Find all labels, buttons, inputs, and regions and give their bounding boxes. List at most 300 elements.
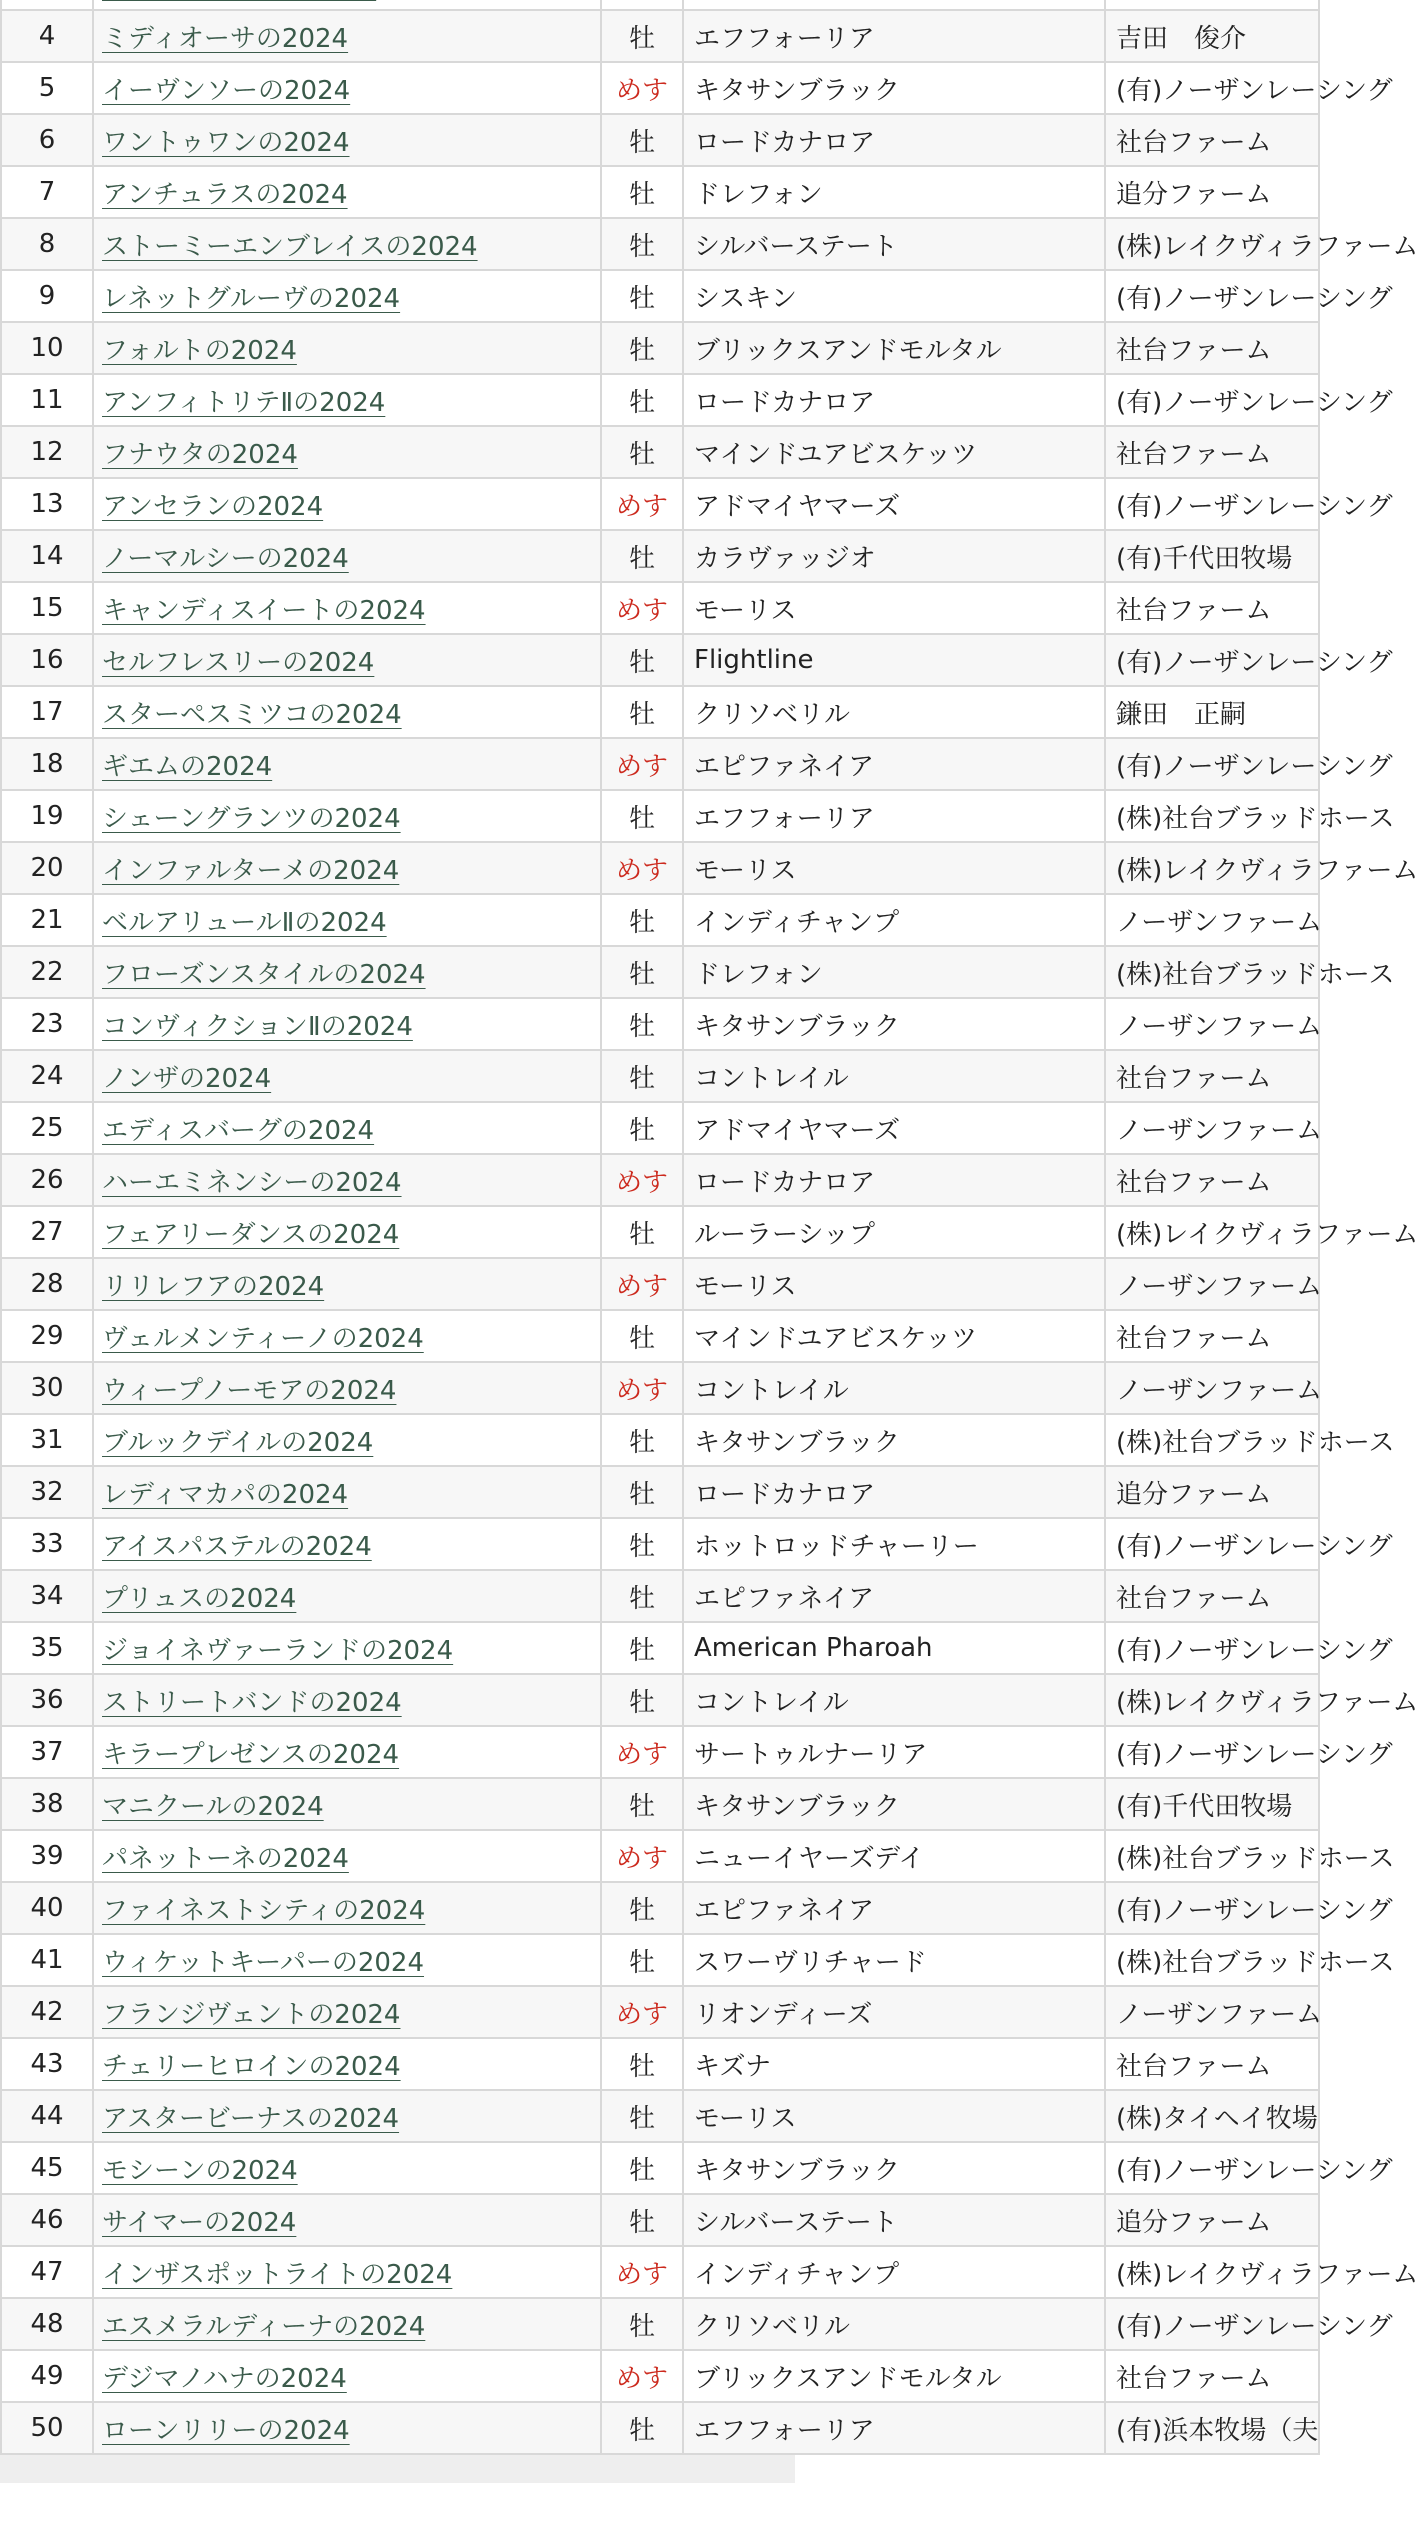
horse-name-cell <box>93 374 601 426</box>
row-number: 20 <box>1 842 93 894</box>
row-number: 32 <box>1 1466 93 1518</box>
sex-cell: めす <box>601 1726 683 1778</box>
horse-name-cell <box>93 634 601 686</box>
row-number: 26 <box>1 1154 93 1206</box>
row-number: 47 <box>1 2246 93 2298</box>
breeder-cell: (株)レイクヴィラファーム <box>1105 1674 1319 1726</box>
table-row <box>1 2038 1319 2090</box>
table-row <box>1 894 1319 946</box>
sex-cell: めす <box>601 1154 683 1206</box>
horse-name-link[interactable]: レディマカパの2024 <box>102 1479 349 1510</box>
row-number: 15 <box>1 582 93 634</box>
sex-cell: 牡 <box>601 1466 683 1518</box>
sex-cell: 牡 <box>601 1622 683 1674</box>
sex-cell: 牡 <box>601 1518 683 1570</box>
table-row <box>1 1414 1319 1466</box>
breeder-cell: (有)ノーザンレーシング <box>1105 1622 1319 1674</box>
horse-name-cell <box>93 1414 601 1466</box>
breeder-cell: (有)ノーザンレーシング <box>1105 374 1319 426</box>
horse-name-link[interactable]: ハーエミネンシーの2024 <box>102 1167 402 1198</box>
horse-name-cell <box>93 2090 601 2142</box>
sire-cell: ロードカナロア <box>683 114 1105 166</box>
sex-cell: めす <box>601 1362 683 1414</box>
horse-name-link[interactable]: フローズンスタイルの2024 <box>102 959 426 990</box>
horse-name-link[interactable]: ノーマルシーの2024 <box>102 543 349 574</box>
horse-name-cell <box>93 10 601 62</box>
table-row <box>1 2298 1319 2350</box>
horse-name-link[interactable]: イーヴンソーの2024 <box>102 75 351 106</box>
table-row <box>1 1778 1319 1830</box>
breeder-cell: 社台ファーム <box>1105 114 1319 166</box>
breeder-cell: ノーザンファーム <box>1105 1258 1319 1310</box>
sex-cell: 牡 <box>601 1102 683 1154</box>
horse-name-link[interactable]: アスタービーナスの2024 <box>102 2103 400 2134</box>
table-row <box>1 322 1319 374</box>
horse-name-cell <box>93 738 601 790</box>
table-row <box>1 1726 1319 1778</box>
horse-name-cell <box>93 2142 601 2194</box>
breeder-cell <box>1105 0 1319 10</box>
horse-name-link[interactable]: ブルックデイルの2024 <box>102 1427 374 1458</box>
row-number: 24 <box>1 1050 93 1102</box>
table-row <box>1 1466 1319 1518</box>
horse-name-cell <box>93 1466 601 1518</box>
breeder-cell: 社台ファーム <box>1105 1154 1319 1206</box>
sex-cell <box>601 0 683 10</box>
horse-name-cell <box>93 1986 601 2038</box>
sex-cell: めす <box>601 2350 683 2402</box>
sex-cell: 牡 <box>601 1674 683 1726</box>
horse-name-link[interactable]: ローンリリーの2024 <box>102 2415 350 2446</box>
horizontal-scrollbar[interactable] <box>0 2455 795 2483</box>
table-row <box>1 530 1319 582</box>
breeder-cell: (株)社台ブラッドホース <box>1105 946 1319 998</box>
table-row <box>1 2246 1319 2298</box>
horse-name-cell <box>93 842 601 894</box>
breeder-cell: (有)ノーザンレーシング <box>1105 270 1319 322</box>
breeder-cell: ノーザンファーム <box>1105 1102 1319 1154</box>
breeder-cell: 社台ファーム <box>1105 1050 1319 1102</box>
sire-cell: インディチャンプ <box>683 894 1105 946</box>
horse-name-link[interactable]: ミディオーサの2024 <box>102 23 349 54</box>
horse-name-cell <box>93 1570 601 1622</box>
breeder-cell: 社台ファーム <box>1105 2350 1319 2402</box>
horse-name-cell <box>93 2402 601 2454</box>
horse-name-cell <box>93 1518 601 1570</box>
sire-cell: エフフォーリア <box>683 2402 1105 2454</box>
row-number <box>1 0 93 10</box>
sex-cell: 牡 <box>601 374 683 426</box>
sex-cell: めす <box>601 1258 683 1310</box>
breeder-cell: (有)千代田牧場 <box>1105 530 1319 582</box>
breeder-cell: (株)レイクヴィラファーム <box>1105 842 1319 894</box>
sire-cell: インディチャンプ <box>683 2246 1105 2298</box>
row-number: 34 <box>1 1570 93 1622</box>
table-row <box>1 634 1319 686</box>
sire-cell: コントレイル <box>683 1050 1105 1102</box>
sire-cell: ロードカナロア <box>683 1466 1105 1518</box>
table-row <box>1 738 1319 790</box>
row-number: 38 <box>1 1778 93 1830</box>
horse-name-link[interactable]: プリュスの2024 <box>102 1583 297 1614</box>
row-number: 7 <box>1 166 93 218</box>
sex-cell: 牡 <box>601 2142 683 2194</box>
table-row <box>1 10 1319 62</box>
horse-name-link[interactable]: ノンザの2024 <box>102 1063 272 1094</box>
horse-name-cell <box>93 426 601 478</box>
horse-name-link[interactable]: アイスパステルの2024 <box>102 1531 372 1562</box>
horse-name-cell <box>93 0 601 10</box>
sire-cell: Flightline <box>683 634 1105 686</box>
horse-name-link[interactable]: エディスバーグの2024 <box>102 1115 375 1146</box>
horse-name-cell <box>93 1362 601 1414</box>
breeder-cell: (株)社台ブラッドホース <box>1105 1830 1319 1882</box>
breeder-cell: ノーザンファーム <box>1105 1362 1319 1414</box>
table-row <box>1 2090 1319 2142</box>
row-number: 39 <box>1 1830 93 1882</box>
horse-name-cell <box>93 1830 601 1882</box>
sex-cell: 牡 <box>601 166 683 218</box>
horse-name-link[interactable]: リリレフアの2024 <box>102 1271 325 1302</box>
horse-name-link[interactable]: スターペスミツコの2024 <box>102 699 402 730</box>
breeder-cell: (有)ノーザンレーシング <box>1105 1726 1319 1778</box>
horse-name-link[interactable]: シェーングランツの2024 <box>102 803 401 834</box>
horse-name-cell <box>93 270 601 322</box>
sire-cell: エフフォーリア <box>683 790 1105 842</box>
sex-cell: 牡 <box>601 1882 683 1934</box>
horse-name-cell <box>93 2298 601 2350</box>
sire-cell: エピファネイア <box>683 738 1105 790</box>
horse-name-link[interactable]: アンセランの2024 <box>102 491 324 522</box>
horse-name-cell <box>93 218 601 270</box>
sire-cell: シルバーステート <box>683 218 1105 270</box>
row-number: 22 <box>1 946 93 998</box>
horse-name-cell <box>93 1674 601 1726</box>
horse-name-link[interactable]: インザスポットライトの2024 <box>102 2259 453 2290</box>
horse-name-cell <box>93 1102 601 1154</box>
row-number: 35 <box>1 1622 93 1674</box>
row-number: 45 <box>1 2142 93 2194</box>
sex-cell: 牡 <box>601 790 683 842</box>
horse-name-link[interactable]: サイマーの2024 <box>102 2207 297 2238</box>
horse-name-link[interactable] <box>102 0 376 2</box>
table-row <box>1 946 1319 998</box>
breeder-cell: (株)レイクヴィラファーム <box>1105 218 1319 270</box>
horse-name-cell <box>93 1310 601 1362</box>
horse-name-link[interactable]: フランジヴェントの2024 <box>102 1999 401 2030</box>
breeder-cell: (有)千代田牧場 <box>1105 1778 1319 1830</box>
sex-cell: めす <box>601 842 683 894</box>
horse-name-link[interactable]: コンヴィクションⅡの2024 <box>102 1011 413 1042</box>
sire-cell: キタサンブラック <box>683 1778 1105 1830</box>
sire-cell: モーリス <box>683 582 1105 634</box>
sex-cell: めす <box>601 582 683 634</box>
row-number: 42 <box>1 1986 93 2038</box>
horse-name-cell <box>93 2246 601 2298</box>
breeder-cell: ノーザンファーム <box>1105 894 1319 946</box>
sire-cell <box>683 0 1105 10</box>
horse-name-link[interactable]: フナウタの2024 <box>102 439 298 470</box>
breeder-cell: (株)社台ブラッドホース <box>1105 790 1319 842</box>
horse-name-link[interactable]: エスメラルディーナの2024 <box>102 2311 426 2342</box>
horse-name-link[interactable]: ベルアリュールⅡの2024 <box>102 907 387 938</box>
sire-cell: ドレフォン <box>683 946 1105 998</box>
horse-name-link[interactable]: ウィケットキーパーの2024 <box>102 1947 425 1978</box>
horse-name-cell <box>93 1258 601 1310</box>
table-row <box>1 686 1319 738</box>
breeder-cell: 追分ファーム <box>1105 2194 1319 2246</box>
row-number: 6 <box>1 114 93 166</box>
horse-name-link[interactable]: セルフレスリーの2024 <box>102 647 375 678</box>
sex-cell: 牡 <box>601 322 683 374</box>
breeder-cell: (有)ノーザンレーシング <box>1105 634 1319 686</box>
sire-cell: エピファネイア <box>683 1570 1105 1622</box>
sex-cell: 牡 <box>601 2194 683 2246</box>
table-row <box>1 1206 1319 1258</box>
row-number: 13 <box>1 478 93 530</box>
sex-cell: 牡 <box>601 946 683 998</box>
horse-name-cell <box>93 1050 601 1102</box>
table-row <box>1 1050 1319 1102</box>
table-row <box>1 1154 1319 1206</box>
sire-cell: コントレイル <box>683 1362 1105 1414</box>
horse-name-link[interactable]: アンチュラスの2024 <box>102 179 348 210</box>
horse-name-link[interactable]: チェリーヒロインの2024 <box>102 2051 401 2082</box>
horse-name-cell <box>93 1726 601 1778</box>
sex-cell: 牡 <box>601 1310 683 1362</box>
row-number: 36 <box>1 1674 93 1726</box>
breeder-cell: 社台ファーム <box>1105 426 1319 478</box>
sire-cell: アドマイヤマーズ <box>683 478 1105 530</box>
sex-cell: 牡 <box>601 2038 683 2090</box>
row-number: 50 <box>1 2402 93 2454</box>
horse-name-link[interactable]: レネットグルーヴの2024 <box>102 283 401 314</box>
table-row <box>1 166 1319 218</box>
horse-name-cell <box>93 2350 601 2402</box>
sex-cell: 牡 <box>601 1778 683 1830</box>
breeder-cell: 追分ファーム <box>1105 1466 1319 1518</box>
horse-name-cell <box>93 2194 601 2246</box>
row-number: 40 <box>1 1882 93 1934</box>
sire-cell: ロードカナロア <box>683 374 1105 426</box>
sex-cell: 牡 <box>601 1050 683 1102</box>
table-row <box>1 1518 1319 1570</box>
breeder-cell: 追分ファーム <box>1105 166 1319 218</box>
sex-cell: 牡 <box>601 114 683 166</box>
horse-name-cell <box>93 530 601 582</box>
sire-cell: ホットロッドチャーリー <box>683 1518 1105 1570</box>
horse-name-link[interactable]: フェアリーダンスの2024 <box>102 1219 400 1250</box>
sire-cell: エピファネイア <box>683 1882 1105 1934</box>
table-row <box>1 1622 1319 1674</box>
horse-name-cell <box>93 1934 601 1986</box>
row-number: 11 <box>1 374 93 426</box>
horse-name-link[interactable]: デジマノハナの2024 <box>102 2363 347 2394</box>
table-row <box>1 2142 1319 2194</box>
sire-cell: スワーヴリチャード <box>683 1934 1105 1986</box>
sire-cell: マインドユアビスケッツ <box>683 1310 1105 1362</box>
row-number: 48 <box>1 2298 93 2350</box>
sire-cell: アドマイヤマーズ <box>683 1102 1105 1154</box>
sex-cell: 牡 <box>601 2090 683 2142</box>
table-row <box>1 1102 1319 1154</box>
horse-name-cell <box>93 322 601 374</box>
sex-cell: 牡 <box>601 426 683 478</box>
table-row <box>1 582 1319 634</box>
sire-cell: マインドユアビスケッツ <box>683 426 1105 478</box>
sex-cell: 牡 <box>601 1206 683 1258</box>
row-number: 29 <box>1 1310 93 1362</box>
sire-cell: エフフォーリア <box>683 10 1105 62</box>
breeder-cell: (有)ノーザンレーシング <box>1105 2298 1319 2350</box>
horse-name-cell <box>93 894 601 946</box>
horse-name-link[interactable]: マニクールの2024 <box>102 1791 324 1822</box>
row-number: 31 <box>1 1414 93 1466</box>
horse-name-link[interactable]: フォルトの2024 <box>102 335 297 366</box>
horse-name-cell <box>93 582 601 634</box>
table-row <box>1 1362 1319 1414</box>
table-row <box>1 1830 1319 1882</box>
sire-cell: サートゥルナーリア <box>683 1726 1105 1778</box>
horse-name-link[interactable]: アンフィトリテⅡの2024 <box>102 387 386 418</box>
horse-name-link[interactable]: ジョイネヴァーランドの2024 <box>102 1635 454 1666</box>
table-row <box>1 426 1319 478</box>
table-row <box>1 2350 1319 2402</box>
row-number: 17 <box>1 686 93 738</box>
horse-name-cell <box>93 686 601 738</box>
horse-name-link[interactable]: ヴェルメンティーノの2024 <box>102 1323 424 1354</box>
table-row <box>1 2194 1319 2246</box>
breeder-cell: (有)ノーザンレーシング <box>1105 62 1319 114</box>
sire-cell: キズナ <box>683 2038 1105 2090</box>
sex-cell: めす <box>601 478 683 530</box>
sire-cell: ロードカナロア <box>683 1154 1105 1206</box>
table-row <box>1 270 1319 322</box>
row-number: 41 <box>1 1934 93 1986</box>
sire-cell: モーリス <box>683 2090 1105 2142</box>
sire-cell: キタサンブラック <box>683 2142 1105 2194</box>
row-number: 44 <box>1 2090 93 2142</box>
horse-name-link[interactable]: モシーンの2024 <box>102 2155 298 2186</box>
breeder-cell: (有)ノーザンレーシング <box>1105 1882 1319 1934</box>
row-number: 9 <box>1 270 93 322</box>
horse-name-link[interactable]: ギエムの2024 <box>102 751 273 782</box>
breeder-cell: (有)ノーザンレーシング <box>1105 1518 1319 1570</box>
table-row <box>1 998 1319 1050</box>
sex-cell: めす <box>601 1830 683 1882</box>
row-number: 43 <box>1 2038 93 2090</box>
breeder-cell: (株)社台ブラッドホース <box>1105 1414 1319 1466</box>
row-number: 25 <box>1 1102 93 1154</box>
table-row <box>1 1674 1319 1726</box>
table-row <box>1 1934 1319 1986</box>
horse-name-cell <box>93 946 601 998</box>
row-number: 10 <box>1 322 93 374</box>
sex-cell: 牡 <box>601 270 683 322</box>
horse-name-cell <box>93 790 601 842</box>
sex-cell: めす <box>601 2246 683 2298</box>
sex-cell: 牡 <box>601 2298 683 2350</box>
table-row <box>1 1570 1319 1622</box>
sex-cell: めす <box>601 62 683 114</box>
row-number: 18 <box>1 738 93 790</box>
table-row <box>1 218 1319 270</box>
row-number: 30 <box>1 1362 93 1414</box>
horse-name-link[interactable]: ファイネストシティの2024 <box>102 1895 426 1926</box>
horse-name-cell <box>93 478 601 530</box>
horse-name-cell <box>93 1622 601 1674</box>
row-number: 37 <box>1 1726 93 1778</box>
sire-cell: シルバーステート <box>683 2194 1105 2246</box>
row-number: 12 <box>1 426 93 478</box>
sex-cell: 牡 <box>601 894 683 946</box>
row-number: 28 <box>1 1258 93 1310</box>
sex-cell: 牡 <box>601 530 683 582</box>
breeder-cell: (株)レイクヴィラファーム <box>1105 2246 1319 2298</box>
table-body <box>1 0 1418 2454</box>
row-number: 16 <box>1 634 93 686</box>
horse-name-cell <box>93 1882 601 1934</box>
table-row <box>1 0 1319 10</box>
horse-name-link[interactable]: ストーミーエンブレイスの2024 <box>102 231 478 262</box>
horse-name-link[interactable]: パネットーネの2024 <box>102 1843 349 1874</box>
horse-name-cell <box>93 62 601 114</box>
horse-name-link[interactable]: ストリートバンドの2024 <box>102 1687 402 1718</box>
breeder-cell: (株)タイヘイ牧場 <box>1105 2090 1319 2142</box>
table-row <box>1 2402 1319 2454</box>
breeder-cell: ノーザンファーム <box>1105 998 1319 1050</box>
sex-cell: 牡 <box>601 1414 683 1466</box>
row-number: 27 <box>1 1206 93 1258</box>
breeder-cell: 吉田 俊介 <box>1105 10 1319 62</box>
sire-cell: クリソベリル <box>683 2298 1105 2350</box>
breeder-cell: (有)浜本牧場（夫 <box>1105 2402 1319 2454</box>
sex-cell: 牡 <box>601 1570 683 1622</box>
sex-cell: 牡 <box>601 686 683 738</box>
breeder-cell: (有)ノーザンレーシング <box>1105 738 1319 790</box>
sex-cell: 牡 <box>601 10 683 62</box>
row-number: 8 <box>1 218 93 270</box>
table-row <box>1 478 1319 530</box>
horse-name-link[interactable]: ワントゥワンの2024 <box>102 127 350 158</box>
breeder-cell: 社台ファーム <box>1105 322 1319 374</box>
sire-cell: American Pharoah <box>683 1622 1105 1674</box>
sire-cell: キタサンブラック <box>683 62 1105 114</box>
breeder-cell: (有)ノーザンレーシング <box>1105 2142 1319 2194</box>
sire-cell: ブリックスアンドモルタル <box>683 322 1105 374</box>
breeder-cell: (有)ノーザンレーシング <box>1105 478 1319 530</box>
breeder-cell: ノーザンファーム <box>1105 1986 1319 2038</box>
sex-cell: めす <box>601 738 683 790</box>
row-number: 23 <box>1 998 93 1050</box>
row-number: 33 <box>1 1518 93 1570</box>
horse-name-link[interactable]: インファルターメの2024 <box>102 855 400 886</box>
row-number: 19 <box>1 790 93 842</box>
horse-name-link[interactable]: キラープレゼンスの2024 <box>102 1739 400 1770</box>
row-number: 21 <box>1 894 93 946</box>
horse-name-link[interactable]: キャンディスイートの2024 <box>102 595 426 626</box>
breeder-cell: 社台ファーム <box>1105 582 1319 634</box>
table-row <box>1 1882 1319 1934</box>
table-row <box>1 1258 1319 1310</box>
horse-name-link[interactable]: ウィープノーモアの2024 <box>102 1375 397 1406</box>
sire-cell: カラヴァッジオ <box>683 530 1105 582</box>
sire-cell: ルーラーシップ <box>683 1206 1105 1258</box>
breeder-cell: 社台ファーム <box>1105 1310 1319 1362</box>
table-row <box>1 114 1319 166</box>
breeder-cell: 社台ファーム <box>1105 1570 1319 1622</box>
horse-name-cell <box>93 1778 601 1830</box>
